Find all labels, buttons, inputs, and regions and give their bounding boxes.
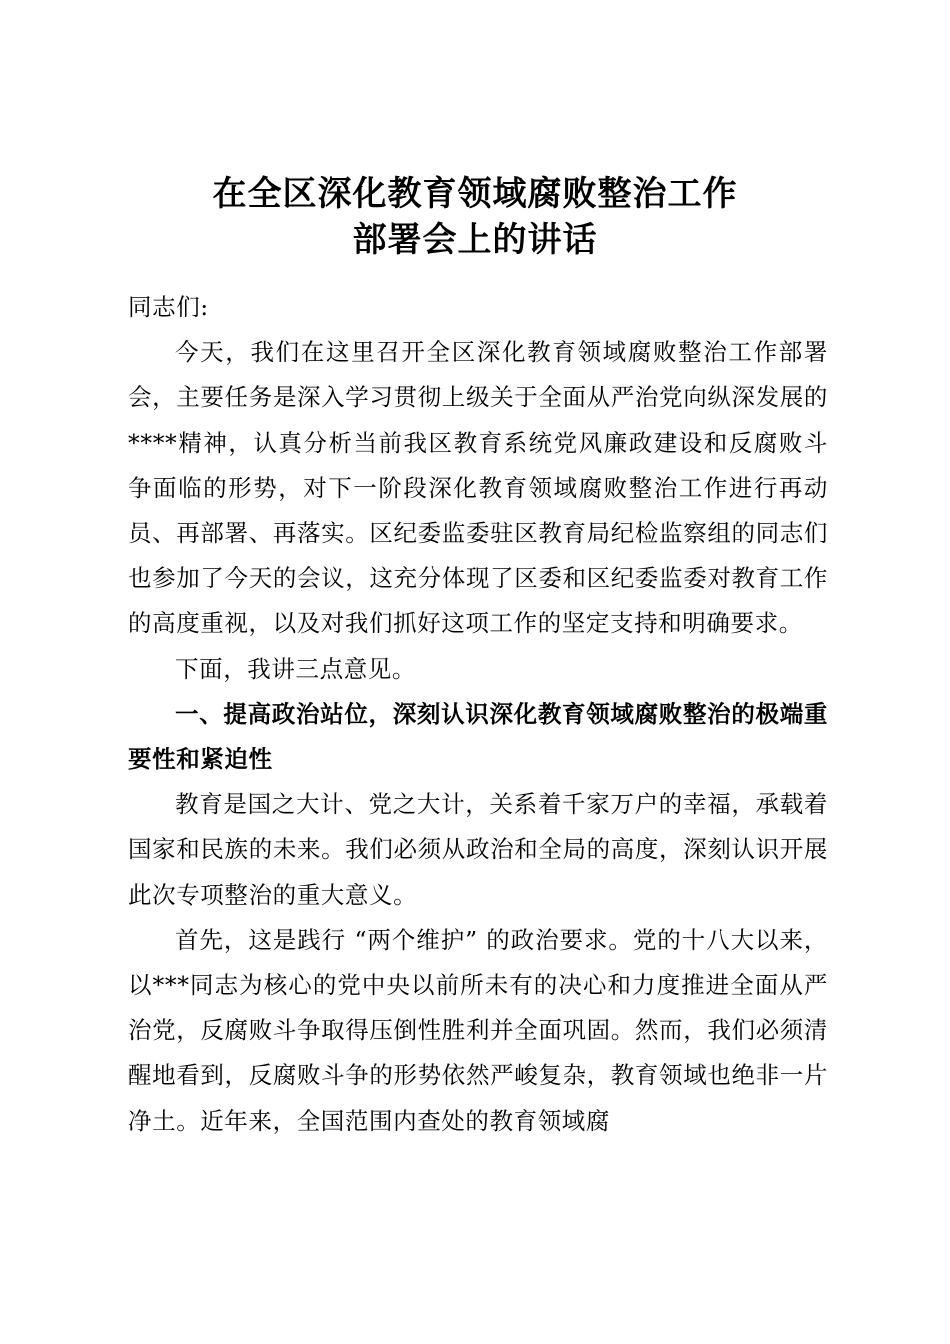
salutation: 同志们: (128, 293, 209, 321)
document-title-line-2: 部署会上的讲话 (352, 220, 598, 260)
paragraph-opening: 今天，我们在这里召开全区深化教育领域腐败整治工作部署会，主要任务是深入学习贯彻上级关于全面从严治党向纵深发展的****精神，认真分析当前我区教育系统党风廉政建设和反腐败斗争面临的形势，对下一阶段深化教育领域腐败整治工作进行再动员、再部署、再落实。区纪委监委驻区教育局纪检监察组的同志们也参加了今天的会议，这充分体现了区委和区纪委监委对教育工作的高度重视，以及对我们抓好这项工作的坚定支持和明确要求。 (128, 338, 828, 638)
document-title-line-1: 在全区深化教育领域腐败整治工作 (212, 174, 738, 214)
document-body (128, 285, 828, 1144)
paragraph-section-1-intro: 教育是国之大计、党之大计，关系着千家万户的幸福，承载着国家和民族的未来。我们必须从政治和全局的高度，深刻认识开展此次专项整治的重大意义。 (128, 790, 828, 909)
paragraph-section-1-first-point: 首先，这是践行 “两个维护” 的政治要求。党的十八大以来，以***同志为核心的党中央以前所未有的决心和力度推进全面从严治党，反腐败斗争取得压倒性胜利并全面巩固。然而，我们必须清醒地看到，反腐败斗争的形势依然严峻复杂，教育领域也绝非一片净土。近年来，全国范围内查处的教育领域腐 (128, 925, 828, 1135)
section-heading-1: 一、提高政治站位，深刻认识深化教育领域腐败整治的极端重要性和紧迫性 (128, 699, 828, 774)
paragraph-outline-intro: 下面，我讲三点意见。 (175, 654, 416, 683)
